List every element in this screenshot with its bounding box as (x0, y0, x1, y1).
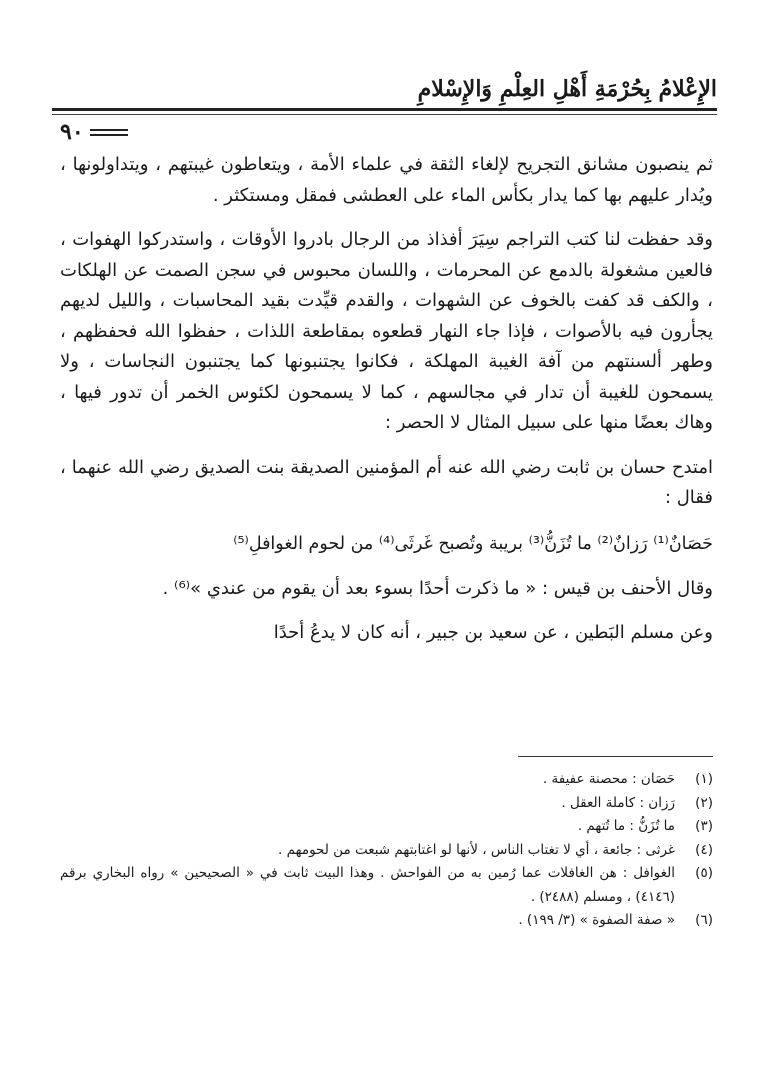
page-number-ornament (90, 129, 128, 136)
paragraph: امتدح حسان بن ثابت رضي الله عنه أم المؤمنين الصديقة بنت الصديق رضي الله عنهما ، فقال : (60, 456, 713, 508)
footnote-separator (518, 756, 713, 757)
footnote-text: رَزان : كاملة العقل . (561, 794, 675, 811)
paragraph: وقد حفظت لنا كتب التراجم سِيَرَ أفذاذ من الرجال بادروا الأوقات ، واستدركوا الهفوات ، فالعين مشغولة بالدمع عن المحرمات ، واللسان محبوس في سجن الصمت عن الهلكات ، والكف قد كفت بالخوف عن الشهوات ، والقدم قيِّدت بقيد المحاسبات ، والليل لديهم يجأرون فيه بالأصوات ، فإذا جاء النهار قطعوه بمقاطعة اللذات ، حفظوا الله فحفظهم ، وطهر ألسنتهم من آفة الغيبة المهلكة ، فكانوا يجتنبونها كما يجتنبون النجاسات ، ولا يسمحون للغيبة أن تدار في مجالسهم ، كما لا يسمحون لكئوس الخمر أن تدور فيها ، وهاك بعضًا منها على سبيل المثال لا الحصر : (60, 229, 713, 433)
footnote-item (60, 862, 713, 909)
footnote-item (60, 792, 713, 816)
footnote-item (60, 909, 713, 933)
footnote-number: (١) (695, 771, 713, 787)
footnote-number: (٢) (695, 794, 713, 811)
footnote-text: ما تُزَنُّ : ما تُتهم . (577, 818, 675, 834)
running-header-title: الإِعْلامُ بِحُرْمَةِ أَهْلِ العِلْمِ وَالإِسْلامِ (417, 76, 717, 102)
paragraph: وقال الأحنف بن قيس : « ما ذكرت أحدًا بسوء بعد أن يقوم من عندي »⁽⁶⁾ . (162, 577, 713, 599)
footnotes (60, 768, 713, 933)
paragraph: ثم ينصبون مشانق التجريح لإلغاء الثقة في علماء الأمة ، ويتعاطون غيبتهم ، ويتداولونها ، ويُدار عليهم بها كما يدار بكأس الماء على العطشى فمقل ومستكثر . (60, 154, 713, 206)
footnote-text: « صفة الصفوة » (٣/ ١٩٩) . (518, 912, 675, 928)
footnote-number: (٥) (695, 865, 713, 881)
footnote-item (60, 768, 713, 792)
page-number: ٩٠ (60, 119, 84, 145)
footnote-number: (٣) (695, 818, 713, 834)
footnote-text: غرثى : جائعة ، أي لا تغتاب الناس ، لأنها لو اغتابتهم شبعت من لحومهم . (278, 841, 675, 858)
page-number-block (52, 121, 128, 143)
footnote-text: الغوافل : هن الغافلات عما رُمين به من الفواحش . وهذا البيت ثابت في « الصحيحين » رواه البخاري برقم (٤١٤٦) ، ومسلم (٢٤٨٨) . (60, 865, 675, 905)
footnote-number: (٤) (695, 841, 713, 858)
footnote-item (60, 839, 713, 863)
footnote-number: (٦) (695, 912, 713, 928)
main-text (60, 150, 713, 663)
footnote-text: حَصَان : محصنة عفيفة . (542, 771, 675, 787)
footnote-item (60, 815, 713, 839)
paragraph: وعن مسلم البَطين ، عن سعيد بن جبير ، أنه كان لا يدعُ أحدًا (273, 622, 713, 643)
poem-verse: حَصَانٌ⁽¹⁾ رَزانٌ⁽²⁾ ما تُزَنُّ⁽³⁾ بريبة وتُصبح غَرثَى⁽⁴⁾ من لحوم الغوافلِ⁽⁵⁾ (233, 533, 713, 554)
header-rule-thin (52, 114, 717, 115)
header-rule-thick (52, 108, 717, 111)
